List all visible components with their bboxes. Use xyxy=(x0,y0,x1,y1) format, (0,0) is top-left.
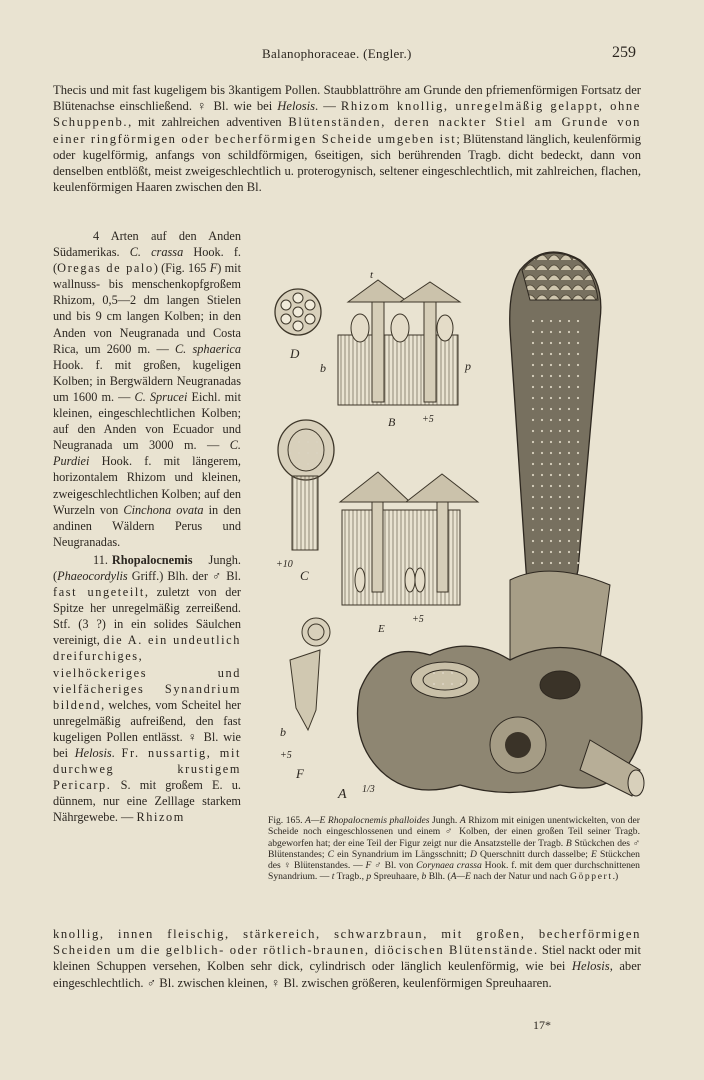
text-run: ) (Fig. 165 xyxy=(153,261,210,276)
italic-run: Cinchona ovata xyxy=(123,502,204,517)
label-a-scale: 1/3 xyxy=(362,784,375,795)
text-run: Rhizom mit einigen unentwickelten, von der Scheide noch eingeschlossenen und einem ♂ Kolben, der einen großen Teil seiner Tragb. abgeworfen hat; der eine Teil der Figur zeigt nur die Ansatzstelle der Tragb. xyxy=(268,815,640,849)
label-f: F xyxy=(296,766,304,781)
text-run: , zuletzt von der Spitze her unregelmäßig zerreißend. Stf. (3 ?) in ein solides Säulchen vereinigt, xyxy=(53,585,241,648)
genus-rhopalocnemis-paragraph xyxy=(53,552,241,826)
label-b-magnification: +5 xyxy=(422,414,434,425)
italic-run: C. Sprucei xyxy=(134,389,188,404)
text-run: Querschnitt durch dasselbe; xyxy=(476,848,592,860)
text-run: Eichl. mit kleinen, eingeschlechtlichen Kolben; auf den Anden von Ecuador und Neugranada um 3000 m. — xyxy=(53,389,241,453)
text-run: Spreuhaare, xyxy=(371,871,422,883)
spaced-run: die A. ein undeutlich dreifurchiges, vielhöckeriges und vielfächeriges Synandrium bildend xyxy=(53,633,241,712)
running-head: Balanophoraceae. (Engler.) xyxy=(262,46,412,61)
italic-run: Corynaea crassa xyxy=(416,860,482,872)
page-number: 259 xyxy=(612,44,636,61)
label-b-lower: b xyxy=(280,725,286,739)
spaced-run: Oregas de palo xyxy=(57,261,154,276)
spaced-run: Rhizom xyxy=(136,810,185,825)
italic-run: A—E Rhopalocnemis phalloides xyxy=(305,815,430,826)
printer-signature: 17* xyxy=(533,1018,551,1032)
italic-run: C. sphaerica xyxy=(174,341,241,356)
italic-run: A xyxy=(459,815,466,826)
label-t: t xyxy=(370,269,374,281)
text-run: ; Blütenstand länglich, keulenförmig oder kugelförmig, anfangs von schildförmigen, 6seitigen, sich berührenden Tragb. dicht bedeckt, dann von denselben entblößt, meist zweigeschlechtlich u. proterogynisch, seltener eingeschlechtlich, mit zahlreichen, flachen, keulenförmigen Haaren zwischen den Bl. xyxy=(53,131,642,195)
text-run: . xyxy=(111,746,122,760)
italic-run: A—E xyxy=(450,871,471,883)
genus-title: Rhopalocnemis xyxy=(111,552,193,567)
text-run: Fig. 165. xyxy=(268,815,306,826)
text-run: Hook. f. ( xyxy=(53,245,242,276)
italic-run: b xyxy=(421,871,427,883)
species-paragraph xyxy=(53,228,241,550)
page-header xyxy=(0,44,704,66)
label-d: D xyxy=(290,346,300,361)
italic-run: F xyxy=(209,261,218,276)
label-c-magnification: +10 xyxy=(276,559,293,570)
text-run: Jungh. ( xyxy=(53,552,241,583)
figure-f-corynaea-flower xyxy=(290,618,330,730)
label-p: p xyxy=(465,359,471,373)
label-b-upper: b xyxy=(320,361,326,375)
label-b: B xyxy=(388,415,396,429)
figure-c-synandrium-longitudinal xyxy=(278,420,334,550)
label-e-magnification: +5 xyxy=(412,614,424,625)
section-number: 11. xyxy=(93,552,108,567)
text-run: Tragb., xyxy=(334,871,367,883)
spaced-run: knollig, innen fleischig, stärkereich, schwarzbraun, mit großen, becherförmigen Scheiden um die gelblich- oder rötlich-braunen, diöcischen Blütenstände. xyxy=(53,927,641,958)
text-run: Hook. f. mit großen, kugeligen Kolben; in Bergwäldern Neugranadas um 1600 m. — xyxy=(53,357,241,404)
spaced-run: Rhizom knollig, unregelmäßig gelappt, ohne Schuppenb. xyxy=(53,99,641,130)
italic-run: Helosis xyxy=(74,746,112,760)
rhizome-description-paragraph xyxy=(53,926,641,991)
label-f-magnification: +5 xyxy=(280,750,292,761)
italic-run: Helosis xyxy=(571,959,610,974)
spaced-run: Fr. nussartig, mit durchweg krustigem Pericarp. xyxy=(53,746,241,793)
text-run: ein Synandrium im Längsschnitt; xyxy=(334,848,470,860)
label-a: A xyxy=(338,787,347,802)
text-run: , welches, vom Scheitel her unregelmäßig aufreißend, den fast kugeligen Pollen entlässt. ♀ Bl. wie bei xyxy=(53,697,241,760)
genus-description-paragraph xyxy=(53,82,641,195)
text-run: Hook. f. mit dem quer durchschnittenen Synandrium. — xyxy=(268,860,640,883)
text-run: ♂ Bl. von xyxy=(371,860,417,872)
spaced-run: Blütenständen, deren nackter Stiel am Grunde von einer ringförmigen oder becherförmigen Scheide umgeben ist xyxy=(53,115,641,146)
text-run: , aber eingeschlechtlich. ♂ Bl. zwischen kleinen, ♀ Bl. zwischen größeren, keulenförmigen Spreuhaaren. xyxy=(53,959,641,990)
italic-run: C. Purdiei xyxy=(53,438,241,469)
italic-run: E xyxy=(591,848,597,860)
figure-e-female-inflorescence xyxy=(340,472,478,605)
italic-run: Phaeocordylis xyxy=(57,568,128,583)
text-run: Jungh. xyxy=(429,815,460,826)
text-run: nach der Natur und nach xyxy=(470,871,570,883)
italic-run: F xyxy=(365,860,372,872)
italic-run: p xyxy=(366,871,372,883)
text-run: Griff.) Blh. der ♂ Bl. xyxy=(127,568,241,583)
spaced-run: fast ungeteilt xyxy=(53,585,145,600)
left-column-text xyxy=(53,228,241,825)
italic-run: C xyxy=(327,848,334,860)
text-run: in den andinen Wäldern Perus und Neugranadas. xyxy=(53,502,241,549)
text-run: Stückchen des ♀ Blütenstandes. — xyxy=(268,848,640,872)
text-run: , mit zahlreichen adventiven xyxy=(128,115,289,130)
label-c: C xyxy=(300,568,309,583)
italic-run: t xyxy=(331,871,335,883)
text-run: Thecis und mit fast kugeligem bis 3kantigem Pollen. Staubblattröhre am Grunde den pfriemenförmigen Fortsatz der Blütenachse einschließend. ♀ Bl. wie bei xyxy=(53,83,641,114)
text-run: 4 Arten auf den Anden Südamerikas. xyxy=(53,229,241,260)
figure-caption xyxy=(268,815,640,883)
figure-b-male-inflorescence xyxy=(338,280,460,405)
figure-d-cross-section xyxy=(275,289,321,335)
italic-run: B xyxy=(565,837,572,849)
italic-run: C. crassa xyxy=(129,245,184,260)
text-run: . — xyxy=(315,99,341,114)
label-e: E xyxy=(378,623,385,635)
italic-run: Helosis xyxy=(277,99,316,114)
text-run: Stiel nackt oder mit kleinen Schuppen versehen, Kolben sehr dick, cylindrisch oder länglich keulenförmig, wie bei xyxy=(53,943,641,974)
text-run: Hook. f. mit längerem, horizontalem Rhizom und kleinen, zweigeschlechtlichen Kolben; auf den Wurzeln von xyxy=(53,454,241,517)
italic-run: D xyxy=(469,848,477,860)
text-run: .) xyxy=(612,871,619,883)
spaced-run: Göppert xyxy=(569,871,613,883)
text-run: Stückchen des ♂ Blütenstandes; xyxy=(268,837,640,860)
botanical-illustration-fig-165 xyxy=(260,240,655,805)
text-run: ) mit wallnuss- bis menschenkopfgroßem Rhizom, 0,5—2 dm langen Stielen und bis 9 cm langen Kolben; in den Anden von Neugranada und Costa Rica, um 2600 m. — xyxy=(53,261,241,356)
text-run: Blh. ( xyxy=(426,871,451,883)
text-run: S. mit großem E. u. dünnem, nur eine Zelllage starkem Nährgewebe. — xyxy=(53,778,241,825)
